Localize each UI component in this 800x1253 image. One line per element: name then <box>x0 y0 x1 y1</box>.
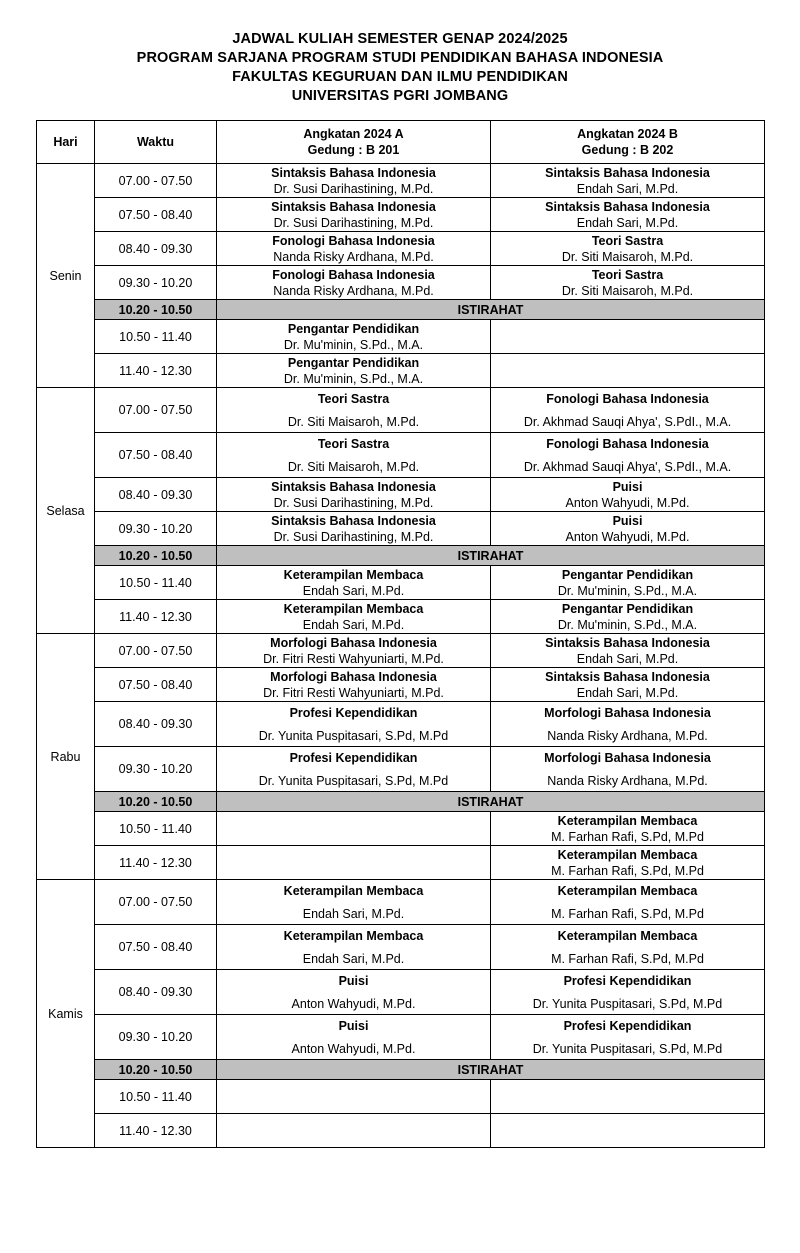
table-row <box>37 970 765 1015</box>
class-a-session <box>217 668 491 702</box>
break-label: ISTIRAHAT <box>217 792 765 812</box>
course-name: Keterampilan Membaca <box>283 567 424 582</box>
table-row <box>37 546 765 566</box>
column-header-waktu: Waktu <box>95 121 217 164</box>
course-name: Keterampilan Membaca <box>557 847 698 862</box>
course-name: Pengantar Pendidikan <box>561 601 694 616</box>
lecturer-name: Endah Sari, M.Pd. <box>302 906 405 921</box>
lecturer-name: Nanda Risky Ardhana, M.Pd. <box>547 773 708 788</box>
class-b-room: Gedung : B 202 <box>581 143 674 157</box>
lecturer-name: Dr. Yunita Puspitasari, S.Pd, M.Pd <box>532 996 723 1011</box>
lecturer-name: Dr. Mu'minin, S.Pd., M.A. <box>283 371 424 386</box>
course-name: Sintaksis Bahasa Indonesia <box>545 165 710 180</box>
table-row <box>37 300 765 320</box>
time-slot: 08.40 - 09.30 <box>95 232 217 266</box>
class-a-room: Gedung : B 201 <box>307 143 400 157</box>
class-a-session <box>217 880 491 925</box>
class-b-session <box>491 1015 765 1060</box>
lecturer-name: Nanda Risky Ardhana, M.Pd. <box>273 283 434 298</box>
lecturer-name: Dr. Siti Maisaroh, M.Pd. <box>561 249 694 264</box>
course-name: Sintaksis Bahasa Indonesia <box>545 669 710 684</box>
class-b-session <box>491 320 765 354</box>
time-slot: 09.30 - 10.20 <box>95 1015 217 1060</box>
time-slot: 10.50 - 11.40 <box>95 812 217 846</box>
table-row <box>37 320 765 354</box>
time-slot: 10.50 - 11.40 <box>95 566 217 600</box>
time-slot: 10.50 - 11.40 <box>95 320 217 354</box>
course-name: Sintaksis Bahasa Indonesia <box>545 199 710 214</box>
class-b-session <box>491 232 765 266</box>
title-line-2: PROGRAM SARJANA PROGRAM STUDI PENDIDIKAN BAHASA INDONESIA <box>136 50 664 66</box>
class-a-name: Angkatan 2024 A <box>303 127 404 141</box>
class-a-session <box>217 354 491 388</box>
lecturer-name: Dr. Akhmad Sauqi Ahya', S.PdI., M.A. <box>523 414 732 429</box>
lecturer-name: Dr. Akhmad Sauqi Ahya', S.PdI., M.A. <box>523 459 732 474</box>
time-slot: 11.40 - 12.30 <box>95 1114 217 1148</box>
table-row <box>37 388 765 433</box>
lecturer-name: Nanda Risky Ardhana, M.Pd. <box>547 728 708 743</box>
time-slot: 07.00 - 07.50 <box>95 164 217 198</box>
time-slot: 07.50 - 08.40 <box>95 198 217 232</box>
table-row <box>37 880 765 925</box>
course-name: Puisi <box>338 1018 369 1033</box>
time-slot: 10.20 - 10.50 <box>95 792 217 812</box>
table-row <box>37 232 765 266</box>
time-slot: 08.40 - 09.30 <box>95 970 217 1015</box>
lecturer-name: Dr. Susi Darihastining, M.Pd. <box>273 181 434 196</box>
course-name: Pengantar Pendidikan <box>287 321 420 336</box>
lecturer-name: Dr. Mu'minin, S.Pd., M.A. <box>557 617 698 632</box>
time-slot: 08.40 - 09.30 <box>95 702 217 747</box>
course-name: Profesi Kependidikan <box>289 705 418 720</box>
title-line-3: FAKULTAS KEGURUAN DAN ILMU PENDIDIKAN <box>232 69 568 85</box>
table-row <box>37 164 765 198</box>
table-body <box>37 164 765 1148</box>
course-name: Sintaksis Bahasa Indonesia <box>271 479 436 494</box>
table-row <box>37 266 765 300</box>
class-a-session <box>217 925 491 970</box>
course-name: Fonologi Bahasa Indonesia <box>272 233 435 248</box>
class-b-session <box>491 702 765 747</box>
lecturer-name: Dr. Fitri Resti Wahyuniarti, M.Pd. <box>263 651 444 666</box>
lecturer-name: Endah Sari, M.Pd. <box>576 215 679 230</box>
class-b-session <box>491 198 765 232</box>
table-row <box>37 747 765 792</box>
table-row <box>37 433 765 478</box>
course-name: Puisi <box>338 973 369 988</box>
page-title <box>36 30 764 106</box>
class-a-session <box>217 846 491 880</box>
class-b-session <box>491 846 765 880</box>
time-slot: 10.20 - 10.50 <box>95 546 217 566</box>
class-a-session <box>217 1080 491 1114</box>
course-name: Puisi <box>612 513 643 528</box>
course-name: Keterampilan Membaca <box>283 883 424 898</box>
class-a-session <box>217 433 491 478</box>
course-name: Sintaksis Bahasa Indonesia <box>271 165 436 180</box>
time-slot: 07.00 - 07.50 <box>95 634 217 668</box>
class-b-session <box>491 600 765 634</box>
class-b-name: Angkatan 2024 B <box>577 127 678 141</box>
time-slot: 10.50 - 11.40 <box>95 1080 217 1114</box>
class-a-session <box>217 1114 491 1148</box>
class-a-session <box>217 478 491 512</box>
lecturer-name: Anton Wahyudi, M.Pd. <box>565 495 690 510</box>
table-row <box>37 1060 765 1080</box>
lecturer-name: Dr. Siti Maisaroh, M.Pd. <box>287 414 420 429</box>
lecturer-name: Anton Wahyudi, M.Pd. <box>565 529 690 544</box>
time-slot: 07.00 - 07.50 <box>95 880 217 925</box>
course-name: Morfologi Bahasa Indonesia <box>270 635 437 650</box>
class-b-session <box>491 634 765 668</box>
break-label: ISTIRAHAT <box>217 546 765 566</box>
class-b-session <box>491 388 765 433</box>
table-row <box>37 566 765 600</box>
table-header <box>37 121 765 164</box>
class-b-session <box>491 1080 765 1114</box>
class-b-session <box>491 925 765 970</box>
break-label: ISTIRAHAT <box>217 300 765 320</box>
class-a-session <box>217 320 491 354</box>
class-b-session <box>491 970 765 1015</box>
time-slot: 07.50 - 08.40 <box>95 668 217 702</box>
course-name: Teori Sastra <box>591 267 664 282</box>
class-b-session <box>491 747 765 792</box>
class-a-session <box>217 634 491 668</box>
table-row <box>37 702 765 747</box>
table-row <box>37 1080 765 1114</box>
day-label-senin: Senin <box>37 164 95 388</box>
day-label-kamis: Kamis <box>37 880 95 1148</box>
table-row <box>37 634 765 668</box>
table-row <box>37 478 765 512</box>
lecturer-name: Anton Wahyudi, M.Pd. <box>291 996 416 1011</box>
class-b-session <box>491 478 765 512</box>
table-row <box>37 925 765 970</box>
time-slot: 11.40 - 12.30 <box>95 846 217 880</box>
class-a-session <box>217 600 491 634</box>
course-name: Profesi Kependidikan <box>563 1018 692 1033</box>
lecturer-name: Endah Sari, M.Pd. <box>302 951 405 966</box>
class-a-session <box>217 266 491 300</box>
course-name: Keterampilan Membaca <box>557 883 698 898</box>
lecturer-name: M. Farhan Rafi, S.Pd, M.Pd <box>551 829 704 844</box>
day-label-selasa: Selasa <box>37 388 95 634</box>
table-row <box>37 600 765 634</box>
course-name: Keterampilan Membaca <box>283 601 424 616</box>
course-name: Sintaksis Bahasa Indonesia <box>271 513 436 528</box>
course-name: Morfologi Bahasa Indonesia <box>544 750 711 765</box>
lecturer-name: Endah Sari, M.Pd. <box>302 583 405 598</box>
class-b-session <box>491 433 765 478</box>
time-slot: 10.20 - 10.50 <box>95 1060 217 1080</box>
class-a-session <box>217 198 491 232</box>
time-slot: 09.30 - 10.20 <box>95 266 217 300</box>
lecturer-name: M. Farhan Rafi, S.Pd, M.Pd <box>551 863 704 878</box>
table-row <box>37 512 765 546</box>
time-slot: 11.40 - 12.30 <box>95 354 217 388</box>
lecturer-name: Endah Sari, M.Pd. <box>576 651 679 666</box>
class-a-session <box>217 1015 491 1060</box>
lecturer-name: Dr. Mu'minin, S.Pd., M.A. <box>557 583 698 598</box>
time-slot: 09.30 - 10.20 <box>95 512 217 546</box>
table-row <box>37 846 765 880</box>
time-slot: 07.50 - 08.40 <box>95 433 217 478</box>
class-a-session <box>217 232 491 266</box>
class-a-session <box>217 388 491 433</box>
course-name: Pengantar Pendidikan <box>561 567 694 582</box>
class-a-session <box>217 747 491 792</box>
lecturer-name: Dr. Yunita Puspitasari, S.Pd, M.Pd <box>258 728 449 743</box>
class-a-session <box>217 970 491 1015</box>
lecturer-name: Dr. Susi Darihastining, M.Pd. <box>273 495 434 510</box>
course-name: Morfologi Bahasa Indonesia <box>270 669 437 684</box>
lecturer-name: Endah Sari, M.Pd. <box>576 685 679 700</box>
class-a-session <box>217 164 491 198</box>
class-b-session <box>491 1114 765 1148</box>
table-row <box>37 792 765 812</box>
class-a-session <box>217 512 491 546</box>
lecturer-name: Endah Sari, M.Pd. <box>576 181 679 196</box>
title-line-4: UNIVERSITAS PGRI JOMBANG <box>291 88 509 104</box>
lecturer-name: M. Farhan Rafi, S.Pd, M.Pd <box>551 951 704 966</box>
time-slot: 07.00 - 07.50 <box>95 388 217 433</box>
class-b-session <box>491 164 765 198</box>
course-name: Keterampilan Membaca <box>283 928 424 943</box>
lecturer-name: Dr. Yunita Puspitasari, S.Pd, M.Pd <box>532 1041 723 1056</box>
course-name: Sintaksis Bahasa Indonesia <box>545 635 710 650</box>
lecturer-name: M. Farhan Rafi, S.Pd, M.Pd <box>551 906 704 921</box>
lecturer-name: Endah Sari, M.Pd. <box>302 617 405 632</box>
course-name: Teori Sastra <box>317 391 390 406</box>
course-name: Profesi Kependidikan <box>289 750 418 765</box>
column-header-class-a <box>217 121 491 164</box>
lecturer-name: Dr. Susi Darihastining, M.Pd. <box>273 529 434 544</box>
schedule-table <box>36 120 765 1148</box>
course-name: Keterampilan Membaca <box>557 928 698 943</box>
course-name: Fonologi Bahasa Indonesia <box>546 436 709 451</box>
break-label: ISTIRAHAT <box>217 1060 765 1080</box>
lecturer-name: Dr. Susi Darihastining, M.Pd. <box>273 215 434 230</box>
course-name: Puisi <box>612 479 643 494</box>
table-row <box>37 812 765 846</box>
time-slot: 07.50 - 08.40 <box>95 925 217 970</box>
class-b-session <box>491 354 765 388</box>
lecturer-name: Dr. Siti Maisaroh, M.Pd. <box>287 459 420 474</box>
lecturer-name: Anton Wahyudi, M.Pd. <box>291 1041 416 1056</box>
table-row <box>37 198 765 232</box>
lecturer-name: Dr. Mu'minin, S.Pd., M.A. <box>283 337 424 352</box>
day-label-rabu: Rabu <box>37 634 95 880</box>
course-name: Profesi Kependidikan <box>563 973 692 988</box>
class-b-session <box>491 880 765 925</box>
course-name: Fonologi Bahasa Indonesia <box>272 267 435 282</box>
lecturer-name: Dr. Siti Maisaroh, M.Pd. <box>561 283 694 298</box>
class-b-session <box>491 566 765 600</box>
course-name: Keterampilan Membaca <box>557 813 698 828</box>
class-b-session <box>491 512 765 546</box>
course-name: Pengantar Pendidikan <box>287 355 420 370</box>
table-row <box>37 668 765 702</box>
course-name: Teori Sastra <box>591 233 664 248</box>
column-header-hari: Hari <box>37 121 95 164</box>
time-slot: 10.20 - 10.50 <box>95 300 217 320</box>
class-b-session <box>491 812 765 846</box>
column-header-class-b <box>491 121 765 164</box>
lecturer-name: Dr. Fitri Resti Wahyuniarti, M.Pd. <box>263 685 444 700</box>
table-row <box>37 354 765 388</box>
title-line-1: JADWAL KULIAH SEMESTER GENAP 2024/2025 <box>232 31 568 47</box>
class-b-session <box>491 266 765 300</box>
time-slot: 11.40 - 12.30 <box>95 600 217 634</box>
class-a-session <box>217 702 491 747</box>
table-row <box>37 1114 765 1148</box>
class-a-session <box>217 566 491 600</box>
time-slot: 08.40 - 09.30 <box>95 478 217 512</box>
class-a-session <box>217 812 491 846</box>
lecturer-name: Dr. Yunita Puspitasari, S.Pd, M.Pd <box>258 773 449 788</box>
table-row <box>37 1015 765 1060</box>
course-name: Fonologi Bahasa Indonesia <box>546 391 709 406</box>
course-name: Morfologi Bahasa Indonesia <box>544 705 711 720</box>
class-b-session <box>491 668 765 702</box>
lecturer-name: Nanda Risky Ardhana, M.Pd. <box>273 249 434 264</box>
course-name: Teori Sastra <box>317 436 390 451</box>
course-name: Sintaksis Bahasa Indonesia <box>271 199 436 214</box>
time-slot: 09.30 - 10.20 <box>95 747 217 792</box>
